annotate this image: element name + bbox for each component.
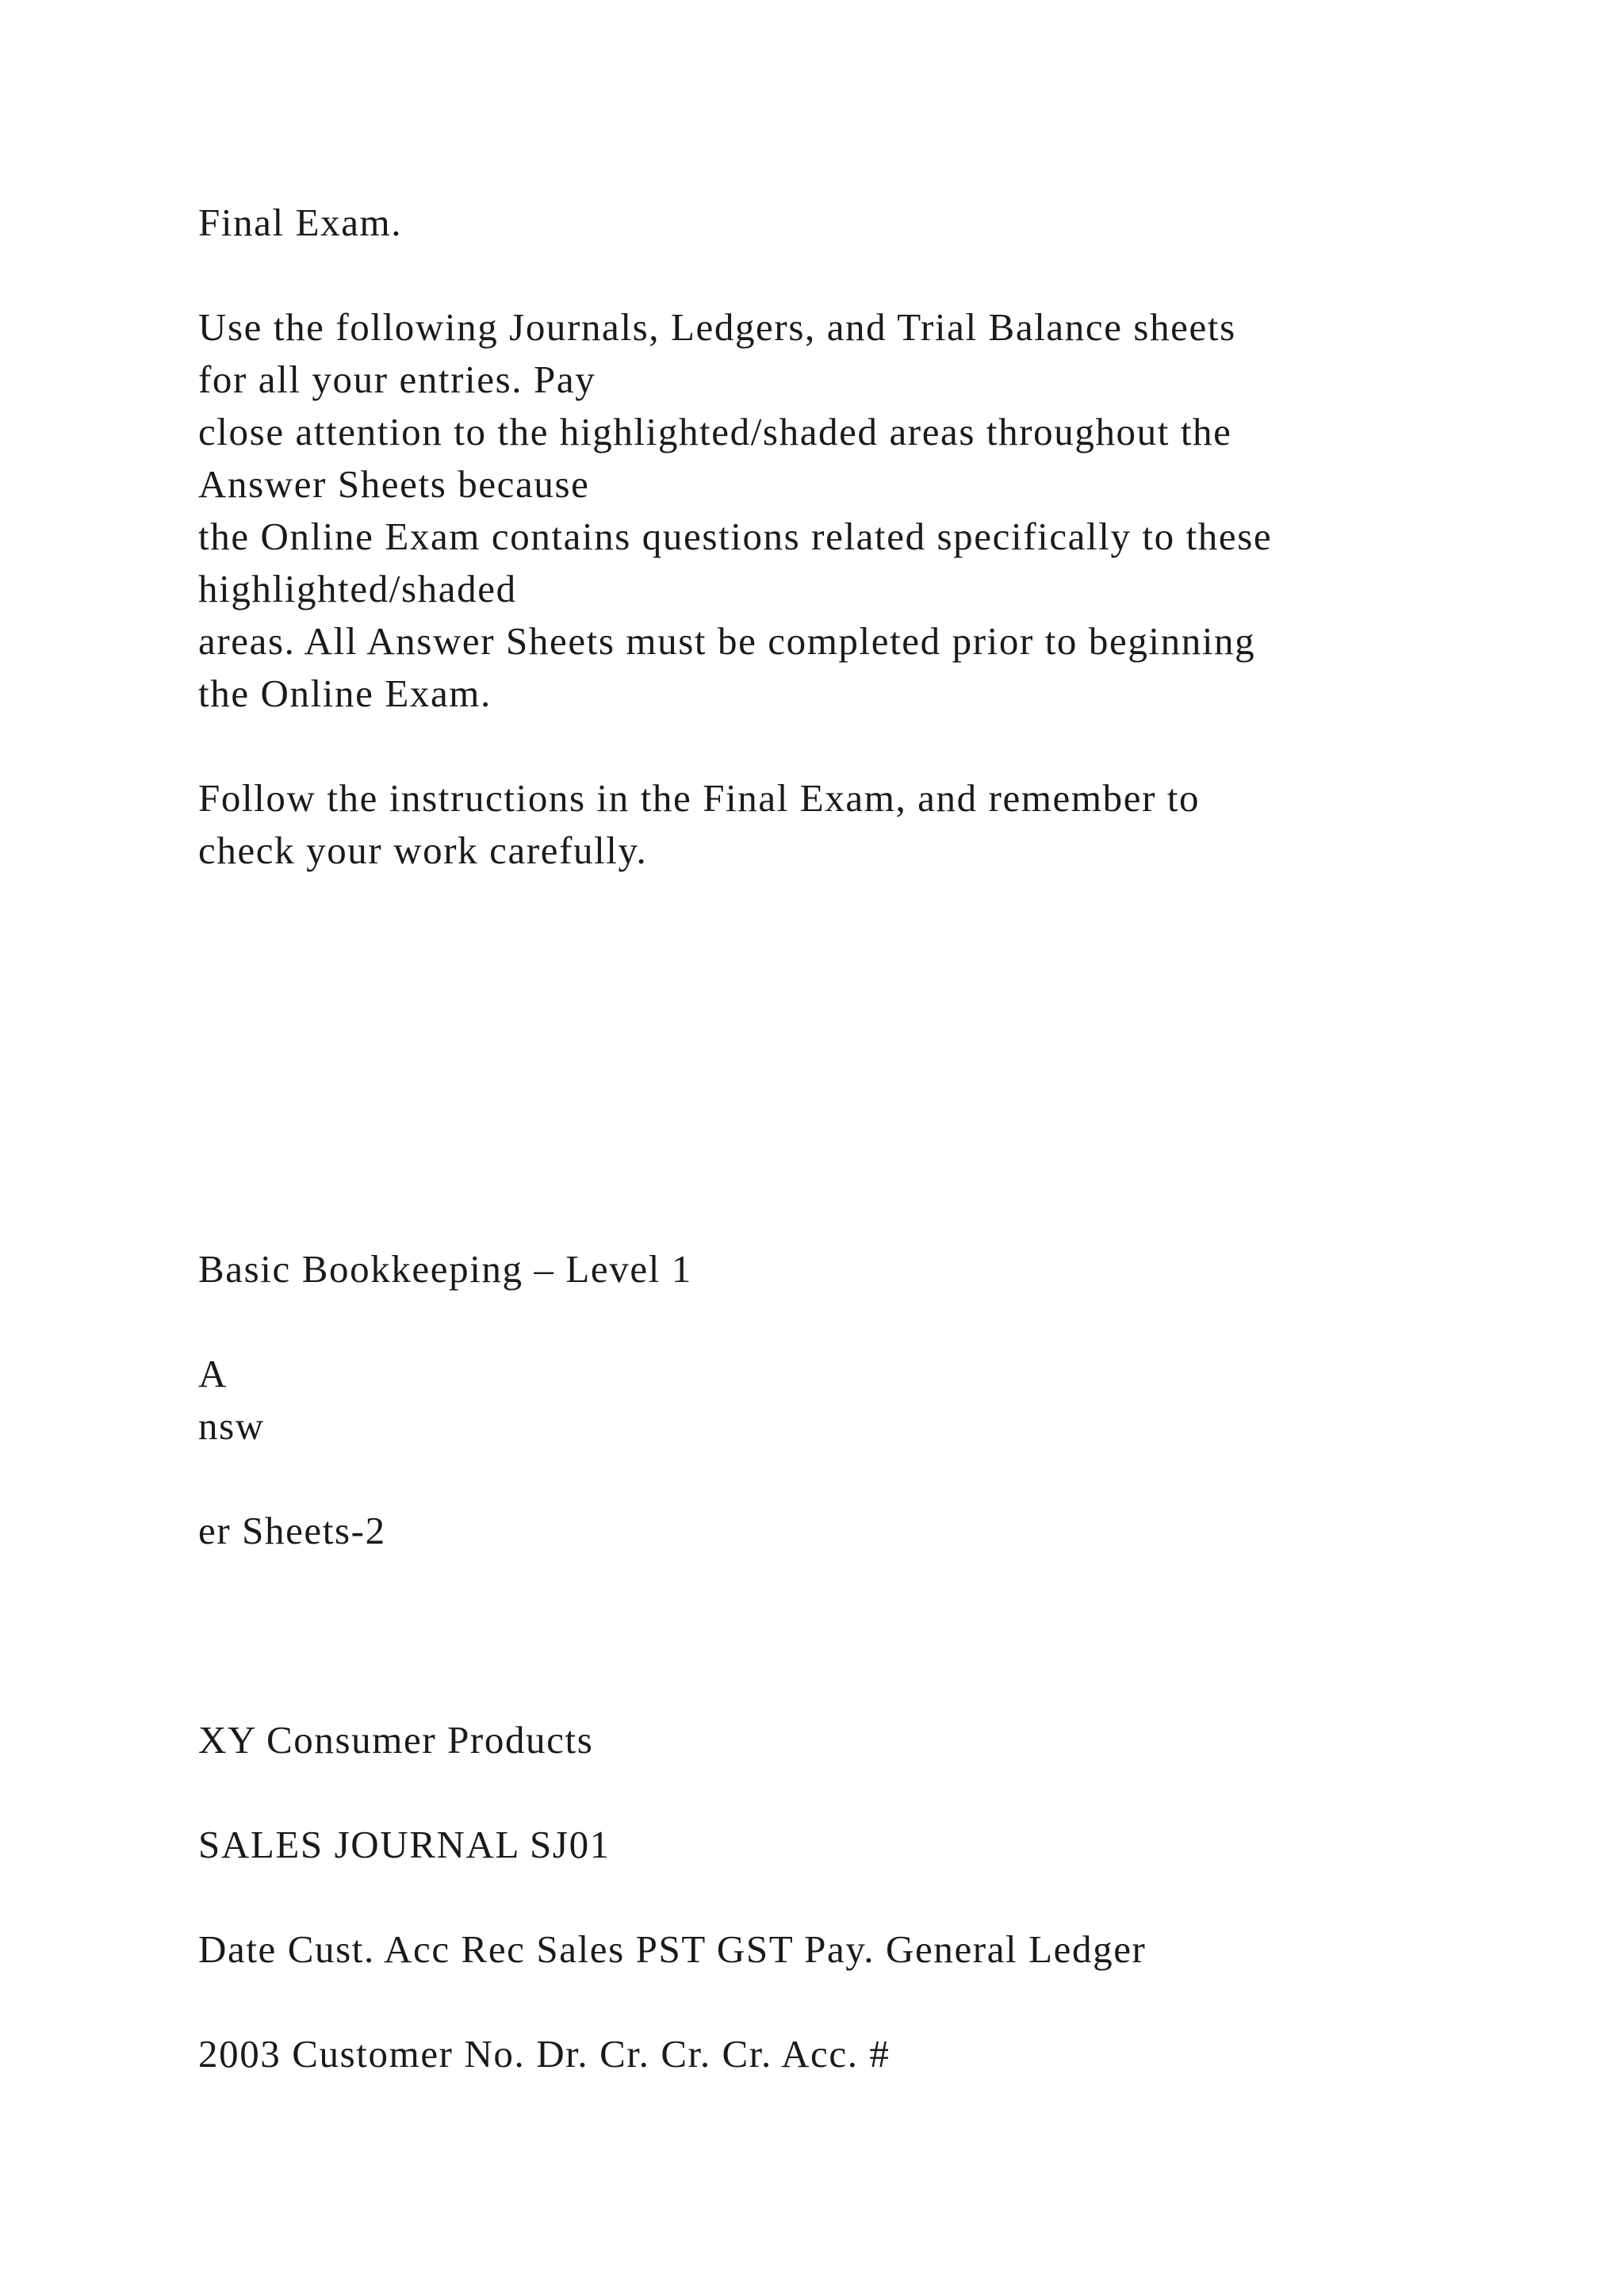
answer-sheets-fragment-2: nsw	[198, 1404, 265, 1448]
course-title: Basic Bookkeeping – Level 1	[198, 1247, 692, 1291]
instructions-line-2: check your work carefully.	[198, 828, 648, 872]
intro-paragraph-line-6: highlighted/shaded	[198, 567, 517, 610]
answer-sheets-fragment-3: er Sheets-2	[198, 1509, 386, 1552]
journal-header-row-1: Date Cust. Acc Rec Sales PST GST Pay. General Ledger	[198, 1927, 1147, 1971]
intro-paragraph-line-4: Answer Sheets because	[198, 462, 590, 506]
document-title: Final Exam.	[198, 201, 403, 244]
intro-paragraph-line-5: the Online Exam contains questions related specifically to these	[198, 515, 1273, 558]
intro-paragraph-line-7: areas. All Answer Sheets must be completed prior to beginning	[198, 619, 1256, 663]
intro-paragraph-line-1: Use the following Journals, Ledgers, and Trial Balance sheets	[198, 305, 1236, 349]
journal-header-row-2: 2003 Customer No. Dr. Cr. Cr. Cr. Acc. #	[198, 2032, 891, 2076]
intro-paragraph-line-8: the Online Exam.	[198, 672, 492, 715]
instructions-line-1: Follow the instructions in the Final Exam, and remember to	[198, 776, 1201, 820]
intro-paragraph-line-2: for all your entries. Pay	[198, 358, 596, 401]
journal-title: SALES JOURNAL SJ01	[198, 1823, 611, 1866]
answer-sheets-fragment-1: A	[198, 1352, 228, 1395]
company-name: XY Consumer Products	[198, 1718, 594, 1762]
intro-paragraph-line-3: close attention to the highlighted/shaded areas throughout the	[198, 410, 1232, 453]
